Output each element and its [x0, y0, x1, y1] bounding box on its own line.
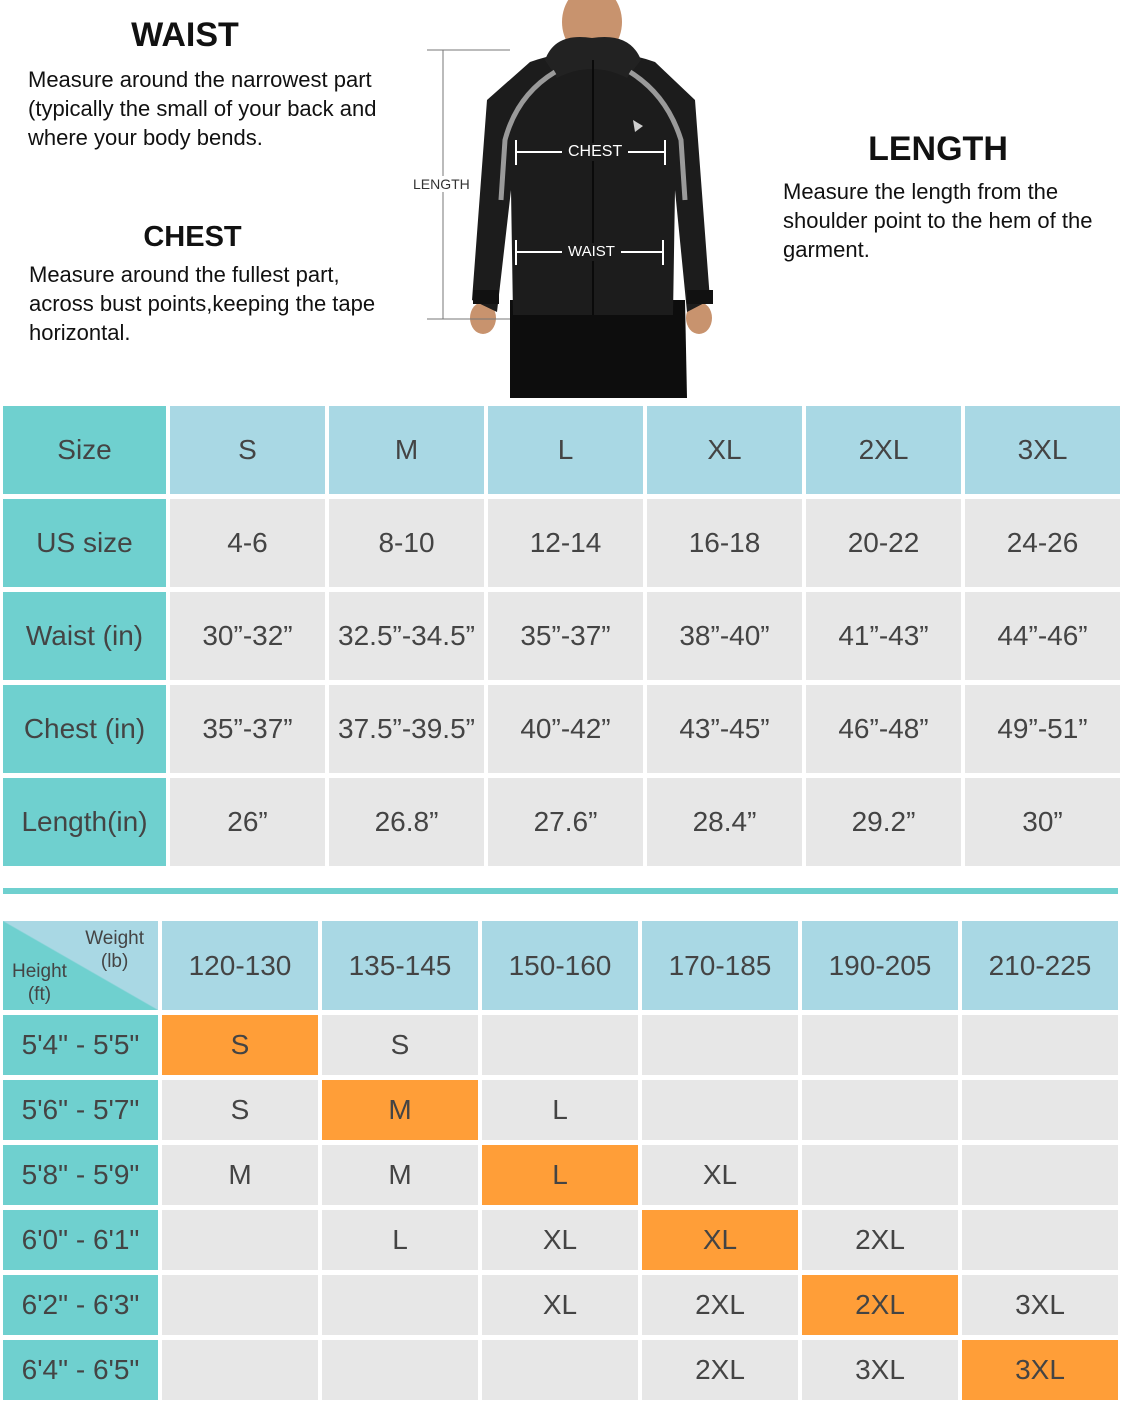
fit-cell	[802, 1145, 958, 1205]
size-column-header: XL	[647, 406, 802, 494]
jacket-figure	[405, 0, 715, 398]
size-cell: 27.6”	[488, 778, 643, 866]
weight-height-corner	[3, 921, 158, 1010]
size-chart-table	[3, 406, 1118, 866]
size-cell: 30”-32”	[170, 592, 325, 680]
fit-cell	[162, 1210, 318, 1270]
figure-waist-label: WAIST	[562, 243, 621, 261]
size-cell: 28.4”	[647, 778, 802, 866]
fit-cell	[162, 1340, 318, 1400]
size-cell: 41”-43”	[806, 592, 961, 680]
weight-column-header: 120-130	[162, 921, 318, 1010]
fit-cell: XL	[482, 1210, 638, 1270]
height-axis-label: Height (ft)	[12, 961, 67, 1005]
fit-cell	[642, 1080, 798, 1140]
height-row-label: 6'4" - 6'5"	[3, 1340, 158, 1400]
size-header-label: Size	[3, 406, 166, 494]
size-cell: 49”-51”	[965, 685, 1120, 773]
size-cell: 30”	[965, 778, 1120, 866]
height-row-label: 5'8" - 5'9"	[3, 1145, 158, 1205]
size-cell: 35”-37”	[488, 592, 643, 680]
fit-cell	[162, 1275, 318, 1335]
fit-chart-table	[3, 921, 1118, 1400]
size-cell: 20-22	[806, 499, 961, 587]
jacket-model-illustration	[405, 0, 715, 398]
size-cell: 4-6	[170, 499, 325, 587]
size-cell: 24-26	[965, 499, 1120, 587]
recommended-size-cell: 2XL	[802, 1275, 958, 1335]
waist-title: WAIST	[131, 16, 239, 54]
size-cell: 16-18	[647, 499, 802, 587]
fit-cell: 2XL	[642, 1275, 798, 1335]
fit-cell	[962, 1210, 1118, 1270]
section-divider	[3, 888, 1118, 894]
fit-cell: M	[162, 1145, 318, 1205]
size-cell: 46”-48”	[806, 685, 961, 773]
fit-cell: L	[482, 1080, 638, 1140]
weight-column-header: 135-145	[322, 921, 478, 1010]
size-column-header: M	[329, 406, 484, 494]
figure-length-label: LENGTH	[413, 176, 470, 192]
size-cell: 38”-40”	[647, 592, 802, 680]
size-cell: 12-14	[488, 499, 643, 587]
size-cell: 40”-42”	[488, 685, 643, 773]
weight-column-header: 190-205	[802, 921, 958, 1010]
fit-cell	[962, 1080, 1118, 1140]
fit-cell	[962, 1015, 1118, 1075]
height-row-label: 6'2" - 6'3"	[3, 1275, 158, 1335]
recommended-size-cell: L	[482, 1145, 638, 1205]
size-cell: 8-10	[329, 499, 484, 587]
size-row-label: Length(in)	[3, 778, 166, 866]
fit-cell	[482, 1015, 638, 1075]
waist-description: Measure around the narrowest part (typically the small of your back and where your body bends.	[28, 67, 377, 150]
chest-description: Measure around the fullest part, across bust points,keeping the tape horizontal.	[29, 262, 376, 345]
height-row-label: 6'0" - 6'1"	[3, 1210, 158, 1270]
chest-title: CHEST	[143, 221, 242, 253]
recommended-size-cell: M	[322, 1080, 478, 1140]
size-column-header: 2XL	[806, 406, 961, 494]
size-cell: 26”	[170, 778, 325, 866]
size-cell: 37.5”-39.5”	[329, 685, 484, 773]
weight-column-header: 150-160	[482, 921, 638, 1010]
size-cell: 43”-45”	[647, 685, 802, 773]
size-row-label: Chest (in)	[3, 685, 166, 773]
recommended-size-cell: S	[162, 1015, 318, 1075]
weight-axis-label: Weight (lb)	[85, 928, 144, 972]
fit-cell: 2XL	[642, 1340, 798, 1400]
recommended-size-cell: 3XL	[962, 1340, 1118, 1400]
height-row-label: 5'4" - 5'5"	[3, 1015, 158, 1075]
fit-cell	[642, 1015, 798, 1075]
size-row-label: Waist (in)	[3, 592, 166, 680]
size-cell: 29.2”	[806, 778, 961, 866]
figure-chest-label: CHEST	[562, 143, 628, 161]
fit-cell: 3XL	[802, 1340, 958, 1400]
length-description: Measure the length from the shoulder point to the hem of the garment.	[783, 179, 1093, 262]
fit-cell	[322, 1340, 478, 1400]
weight-column-header: 170-185	[642, 921, 798, 1010]
fit-cell: 2XL	[802, 1210, 958, 1270]
fit-cell: 3XL	[962, 1275, 1118, 1335]
size-cell: 26.8”	[329, 778, 484, 866]
size-column-header: S	[170, 406, 325, 494]
fit-cell: XL	[482, 1275, 638, 1335]
length-title: LENGTH	[868, 130, 1008, 168]
fit-cell	[802, 1080, 958, 1140]
fit-cell: XL	[642, 1145, 798, 1205]
fit-cell: S	[322, 1015, 478, 1075]
fit-cell: M	[322, 1145, 478, 1205]
fit-cell	[322, 1275, 478, 1335]
fit-cell: S	[162, 1080, 318, 1140]
size-row-label: US size	[3, 499, 166, 587]
size-cell: 32.5”-34.5”	[329, 592, 484, 680]
weight-column-header: 210-225	[962, 921, 1118, 1010]
height-row-label: 5'6" - 5'7"	[3, 1080, 158, 1140]
size-cell: 44”-46”	[965, 592, 1120, 680]
fit-cell	[482, 1340, 638, 1400]
fit-cell: L	[322, 1210, 478, 1270]
fit-cell	[802, 1015, 958, 1075]
fit-cell	[962, 1145, 1118, 1205]
recommended-size-cell: XL	[642, 1210, 798, 1270]
size-cell: 35”-37”	[170, 685, 325, 773]
size-column-header: 3XL	[965, 406, 1120, 494]
size-column-header: L	[488, 406, 643, 494]
